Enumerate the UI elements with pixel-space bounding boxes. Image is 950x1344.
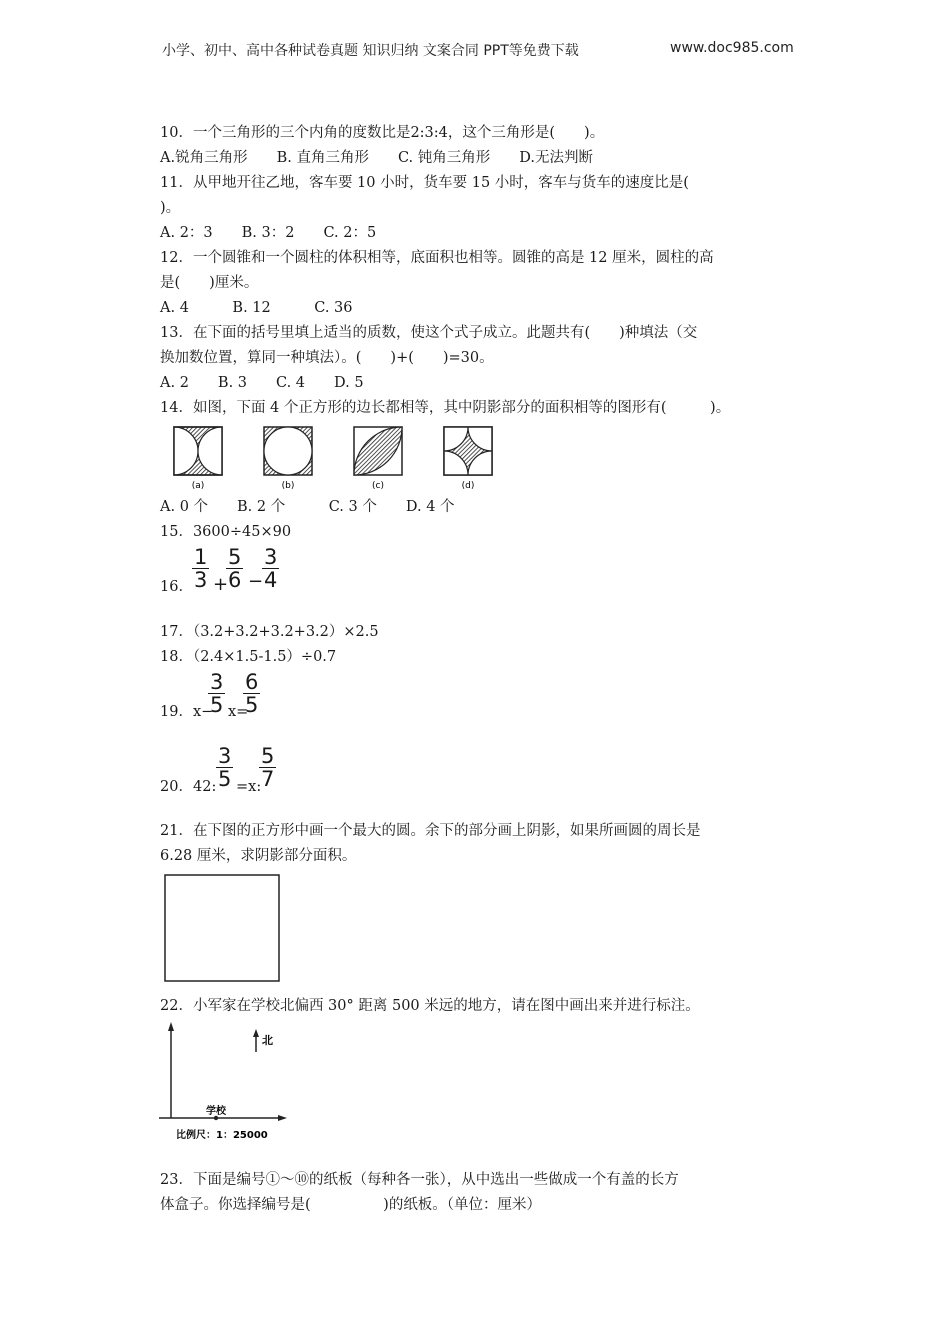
figure-d <box>420 424 500 494</box>
header-text: 小学、初中、高中各种试卷真题 知识归纳 文案合同 PPT等免费下载 <box>162 43 579 59</box>
q16-f2-numerator: 5 <box>228 545 242 569</box>
figure-label-d: (d) <box>461 481 475 491</box>
figure-a <box>170 427 246 475</box>
q11-stem-line1: 11．从甲地开往乙地，客车要 10 小时，货车要 15 小时，客车与货车的速度比是( <box>160 175 689 191</box>
q16-f2-denominator: 6 <box>228 568 242 592</box>
q16-fraction-2 <box>226 546 243 591</box>
q22-stem: 22．小军家在学校北偏西 30° 距离 500 米远的地方，请在图中画出来并进行标注。 <box>160 998 700 1014</box>
q19-f2-numerator: 6 <box>245 670 259 694</box>
q18-expression: 18．（2.4×1.5-1.5）÷0.7 <box>160 649 337 665</box>
q21-stem-line2: 6.28 厘米，求阴影部分面积。 <box>160 848 357 864</box>
q19-f1-numerator: 3 <box>210 670 224 694</box>
q19-f1-denominator: 5 <box>210 693 224 717</box>
q19-f2-denominator: 5 <box>245 693 259 717</box>
q12-stem-line2: 是( )厘米。 <box>160 275 259 291</box>
q23-stem-line1: 23．下面是编号①～⑩的纸板（每种各一张），从中选出一些做成一个有盖的长方 <box>160 1172 679 1188</box>
q16-fraction-1 <box>192 546 209 591</box>
q16-f3-denominator: 4 <box>264 568 278 592</box>
figure-label-a: (a) <box>191 481 205 491</box>
q17-expression: 17．（3.2+3.2+3.2+3.2）×2.5 <box>160 624 379 640</box>
header-site: www.doc985.com <box>670 40 794 56</box>
q16-label: 16． <box>160 579 193 595</box>
q13-stem-line2: 换加数位置，算同一种填法）。( )+( )=30。 <box>160 350 494 366</box>
q16-f3-numerator: 3 <box>264 545 278 569</box>
page-header <box>162 40 802 62</box>
q12-options: A. 4 B. 12 C. 36 <box>160 300 353 316</box>
q20-f2-denominator: 7 <box>261 767 275 791</box>
q20-f1-denominator: 5 <box>218 767 232 791</box>
q20-equals-x: =x: <box>236 779 262 795</box>
q16-f1-numerator: 1 <box>194 545 208 569</box>
q23-stem-line2: 体盒子。你选择编号是( )的纸板。（单位：厘米） <box>160 1197 542 1213</box>
q13-stem-line1: 13．在下面的括号里填上适当的质数，使这个式子成立。此题共有( )种填法（交 <box>160 325 698 341</box>
q19-x-minus: x− <box>193 704 214 720</box>
q14-options: A. 0 个 B. 2 个 C. 3 个 D. 4 个 <box>160 499 455 515</box>
q14-stem: 14．如图，下面 4 个正方形的边长都相等，其中阴影部分的面积相等的图形有( )。 <box>160 400 731 416</box>
q21-square-figure <box>164 874 282 984</box>
q19-x-equals: x= <box>228 704 249 720</box>
q16-plus: + <box>213 574 229 595</box>
q16-minus: − <box>248 571 264 592</box>
q10-options: A.锐角三角形 B. 直角三角形 C. 钝角三角形 D.无法判断 <box>160 150 593 166</box>
q20-f2-numerator: 5 <box>261 744 275 768</box>
q19-label: 19． <box>160 704 193 720</box>
q20-fraction-1 <box>216 745 233 790</box>
q19-fraction-1 <box>208 671 225 716</box>
north-label: 北 <box>262 1034 273 1047</box>
figure-label-c: (c) <box>372 481 384 491</box>
school-label: 学校 <box>206 1106 226 1117</box>
figure-label-b: (b) <box>281 481 295 491</box>
q10-stem: 10．一个三角形的三个内角的度数比是2:3:4，这个三角形是( )。 <box>160 125 605 141</box>
q20-prefix: 42: <box>193 779 217 795</box>
q11-stem-line2: )。 <box>160 200 181 216</box>
q20-fraction-2 <box>259 745 276 790</box>
q13-options: A. 2 B. 3 C. 4 D. 5 <box>160 375 364 391</box>
q16-f1-denominator: 3 <box>194 568 208 592</box>
q20-f1-numerator: 3 <box>218 744 232 768</box>
figure-b <box>264 427 312 475</box>
q12-stem-line1: 12．一个圆锥和一个圆柱的体积相等，底面积也相等。圆锥的高是 12 厘米，圆柱的高 <box>160 250 714 266</box>
q14-figures <box>170 424 500 494</box>
q16-fraction-3 <box>262 546 279 591</box>
q15-expression: 15．3600÷45×90 <box>160 524 292 540</box>
q11-options: A. 2：3 B. 3：2 C. 2：5 <box>160 225 377 241</box>
scale-label: 比例尺：1：25000 <box>176 1130 268 1141</box>
q20-label: 20． <box>160 779 193 795</box>
q19-fraction-2 <box>243 671 260 716</box>
q22-direction-figure <box>156 1020 296 1144</box>
figure-c <box>354 427 402 475</box>
q21-stem-line1: 21．在下图的正方形中画一个最大的圆。余下的部分画上阴影，如果所画圆的周长是 <box>160 823 701 839</box>
